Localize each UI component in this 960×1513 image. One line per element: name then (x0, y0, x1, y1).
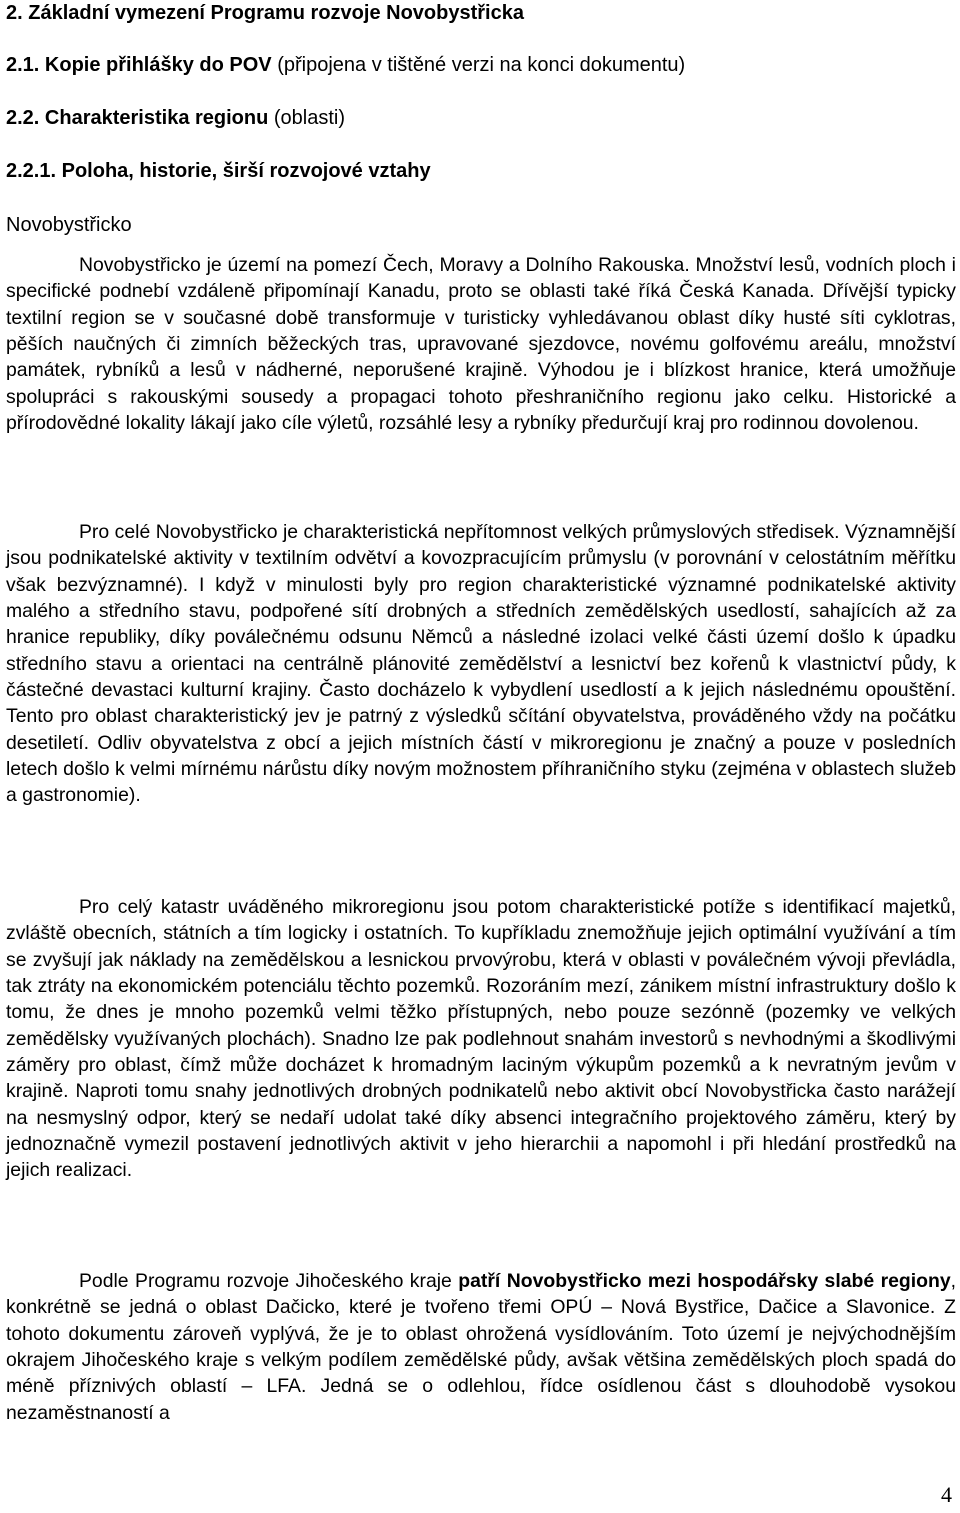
heading-2-1-number: 2.1. (6, 54, 40, 76)
heading-2-1 (6, 52, 685, 78)
paragraph-1-text: Novobystřicko je území na pomezí Čech, Moravy a Dolního Rakouska. Množství lesů, vodních ploch i specifické podnebí vzdáleně připomínají Kanadu, proto se oblasti také říká Česká Kanada. Dřívější typicky textilní region se v současné době transformuje v turisticky vyhledávanou oblast díky husté síti cyklotras, pěších naučných či zimních běžeckých tras, upravované sjezdovce, novému golfovému areálu, množství památek, rybníků a lesů v nádherné, neporušené krajině. Výhodou je i blízkost hranice, která umožňuje spolupráci s rakouskými sousedy a propagaci tohoto přeshraničního regionu jako celku. Historické a přírodovědné lokality lákají jako cíle výletů, rozsáhlé lesy a rybníky předurčují kraj pro rodinnou dovolenou. (6, 254, 956, 435)
paragraph-4-highlight: patří Novobystřicko mezi hospodářsky slabé regiony (458, 1270, 951, 1292)
heading-2-2-1 (6, 158, 431, 184)
paragraph-4-text-end: , konkrétně se jedná o oblast Dačicko, které je tvořeno třemi OPÚ – Nová Bystřice, Dačice a Slavonice. Z tohoto dokumentu zároveň vyplývá, že je to oblast ohrožená vysídlováním. Toto území je nejvýchodnějším okrajem Jihočeského kraje s velkým podílem zemědělské půdy, avšak většina zemědělských ploch spadá do méně příznivých oblastí – LFA. Jedná se o odlehlou, řídce osídlenou část s dlouhodobě vysokou nezaměstnaností a (6, 1270, 956, 1424)
region-title: Novobystřicko (6, 214, 132, 236)
page-number: 4 (941, 1482, 952, 1507)
paragraph-1 (6, 252, 956, 436)
heading-2-2 (6, 105, 345, 131)
heading-2-2-note: (oblasti) (268, 107, 346, 129)
paragraph-3 (6, 894, 956, 1184)
paragraph-3-text: Pro celý katastr uváděného mikroregionu jsou potom charakteristické potíže s identifikací majetků, zvláště obecních, státních a tím logicky i ostatních. To kupříkladu znemožňuje jejich optimální využívání a tím se zvyšují jak náklady na zemědělskou a lesnickou prvovýrobu, která v oblasti v poválečném vývoji převládla, tak ztráty na ekonomickém potenciálu těchto pozemků. Rozoráním mezí, zánikem místní infrastruktury došlo k tomu, že dnes je mnoho pozemků velmi těžko přístupných, nebo pouze sezónně (pozemky ve velkých zemědělsky využívaných plochách). Snadno lze pak podlehnout snahám investorů s nevhodnými a škodlivými záměry pro oblast, čímž může docházet k hromadným laciným výkupům pozemků a k nevratným jevům v krajině. Naproti tomu snahy jednotlivých drobných podnikatelů nebo aktivit obcí Novobystřicka často narážejí na nesmyslný odpor, který se nedaří udolat také díky absenci integračního projektového záměru, který by jednoznačně vymezil postavení jednotlivých aktivit v jeho hierarchii a napomohl i při hledání prostředků na jejich realizaci. (6, 896, 956, 1182)
paragraph-4-text-start: Podle Programu rozvoje Jihočeského kraje (79, 1270, 459, 1292)
heading-2-2-1-number: 2.2.1. (6, 160, 57, 182)
heading-main: 2. Základní vymezení Programu rozvoje Novobystřicka (6, 2, 524, 24)
heading-2-1-title: Kopie přihlášky do POV (44, 54, 272, 76)
heading-2-1-note: (připojena v tištěné verzi na konci dokumentu) (271, 54, 686, 76)
heading-2-2-1-title: Poloha, historie, širší rozvojové vztahy (61, 160, 431, 182)
heading-2-2-number: 2.2. (6, 107, 40, 129)
paragraph-2 (6, 519, 956, 809)
heading-2-2-title: Charakteristika regionu (44, 107, 269, 129)
paragraph-4 (6, 1268, 956, 1426)
paragraph-2-text: Pro celé Novobystřicko je charakteristická nepřítomnost velkých průmyslových středisek. Významnější jsou podnikatelské aktivity v textilním odvětví a kovozpracujícím průmyslu (v porovnání v celostátním měřítku však bezvýznamné). I když v minulosti byly pro region charakteristické významné podnikatelské aktivity malého a středního stavu, podpořené sítí drobných a středních zemědělských usedlostí, sahajících až za hranice republiky, díky poválečnému odsunu Němců a následné izolaci velké části území došlo k úpadku středního stavu a orientaci na centrálně plánovité zemědělství a lesnictví bez kořenů k vlastnictví půdy, k částečné devastaci kulturní krajiny. Často docházelo k vybydlení usedlostí a k jejich následnému opouštění. Tento pro oblast charakteristický jev je patrný z výsledků sčítání obyvatelstva, prováděného vždy na počátku desetiletí. Odliv obyvatelstva z obcí a jejich místních částí v mikroregionu je značný a pouze v posledních letech došlo k velmi mírnému nárůstu díky novým možnostem příhraničního styku (zejména v oblastech služeb a gastronomie). (6, 521, 956, 807)
